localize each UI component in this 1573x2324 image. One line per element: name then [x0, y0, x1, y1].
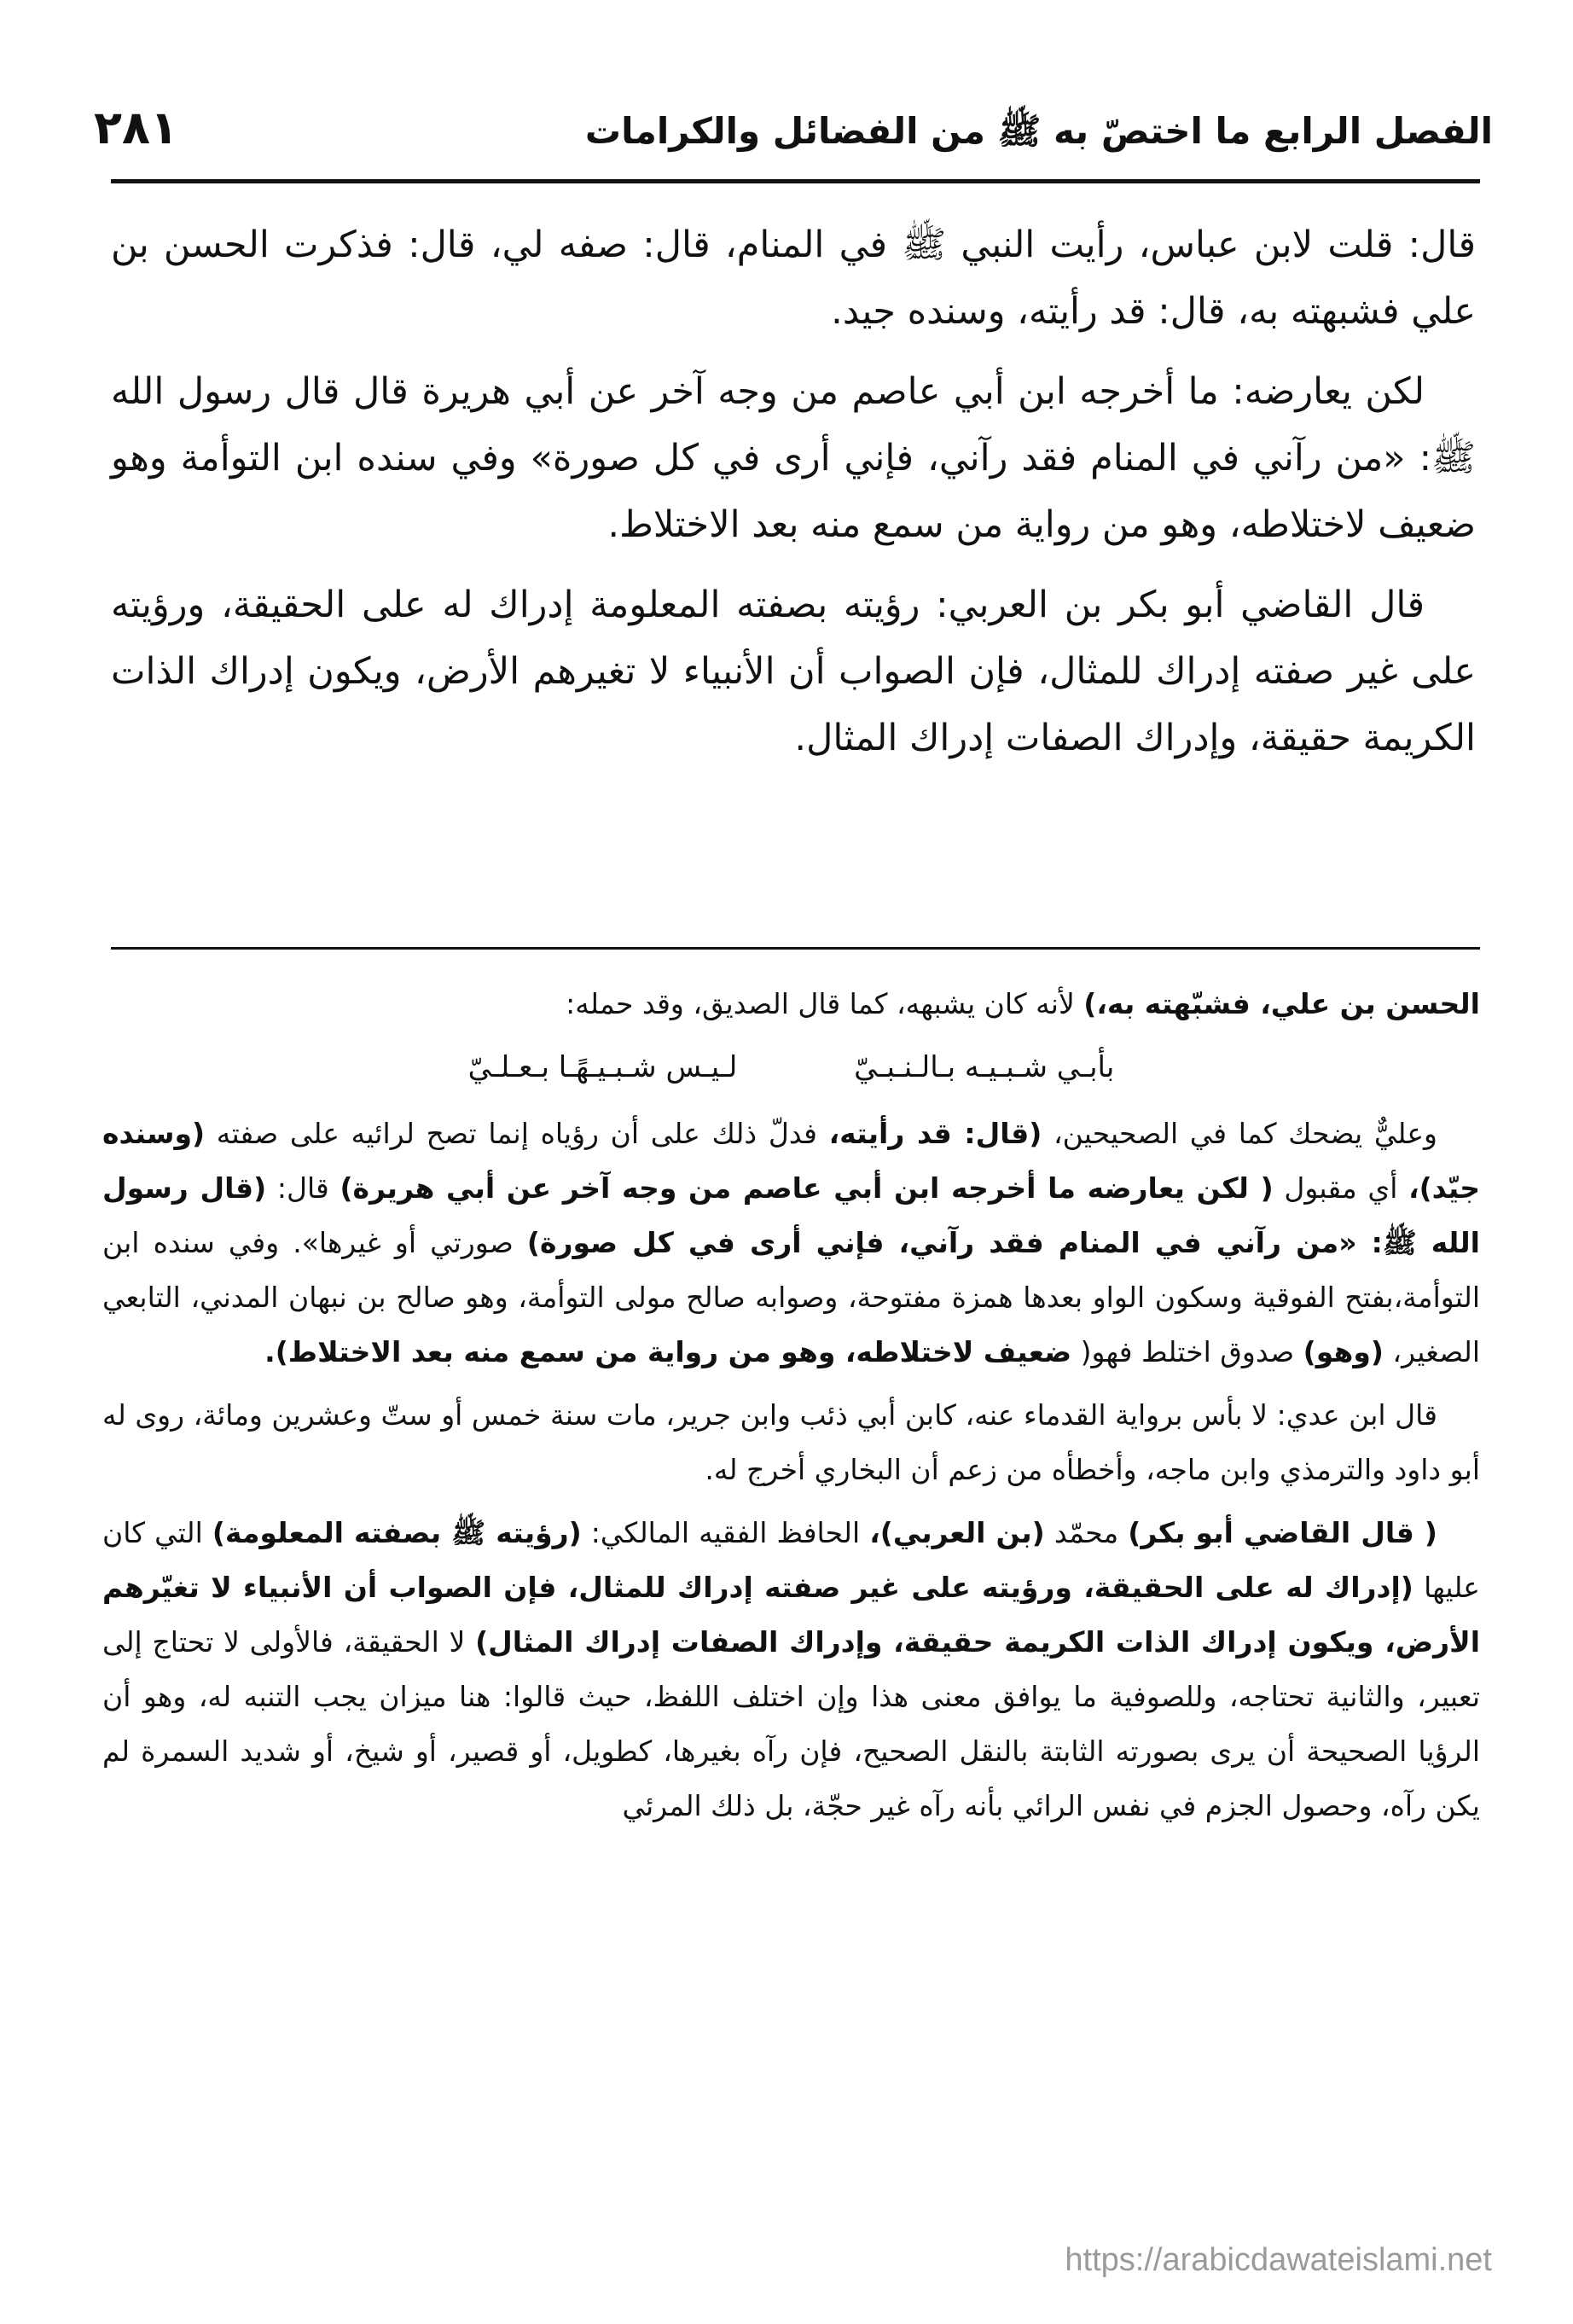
- bold-quote: (إدراك له على الحقيقة، ورؤيته على غير صفته إدراك للمثال، فإن الصواب أن الأنبياء لا تغيّرهم الأرض، ويكون إدراك الذات الكريمة حقيقة، وإدراك الصفات إدراك المثال): [102, 1571, 1481, 1659]
- page-number: ٢٨١: [94, 101, 178, 154]
- bold-quote: (رؤيته ﷺ بصفته المعلومة): [212, 1516, 582, 1549]
- commentary-paragraph-2: [102, 1107, 1480, 1380]
- commentary-text: أي مقبول: [1273, 1171, 1409, 1205]
- main-paragraph-3: قال القاضي أبو بكر بن العربي: رؤيته بصفته المعلومة إدراك له على الحقيقة، ورؤيته على غير صفته إدراك للمثال، فإن الصواب أن الأنبياء لا تغيرهم الأرض، ويكون إدراك الذات الكريمة حقيقة، وإدراك الصفات إدراك المثال.: [111, 584, 1476, 759]
- commentary-text: الحافظ الفقيه المالكي:: [581, 1516, 870, 1549]
- footnote-rule: [111, 947, 1480, 950]
- bold-quote: الحسن بن علي، فشبّهته به،): [1083, 987, 1480, 1020]
- commentary-paragraph-3: قال ابن عدي: لا بأس برواية القدماء عنه، كابن أبي ذئب وابن جرير، مات سنة خمس أو ستّ وعشرين ومائة، روى له أبو داود والترمذي وابن ماجه، وأخطأه من زعم أن البخاري أخرج له.: [102, 1398, 1480, 1486]
- commentary-text: محمّد: [1044, 1516, 1129, 1549]
- commentary-text: التي كان عليها: [102, 1516, 1480, 1604]
- watermark-url: https://arabicdawateislami.net: [1065, 2242, 1492, 2278]
- commentary-text: صورتي أو غيرها». وفي سنده ابن التوأمة،بفتح الفوقية وسكون الواو بعدها همزة مفتوحة، وصوابه صالح مولى التوأمة، وهو صالح بن نبهان المدني، التابعي الصغير،: [102, 1226, 1480, 1368]
- bold-quote: (بن العربي)،: [869, 1516, 1045, 1549]
- bold-quote: (قال رسول الله ﷺ: «من رآني في المنام فقد رآني، فإني أرى في كل صورة): [102, 1171, 1480, 1259]
- verse-first-half: بأبـي شـبـيـه بـالـنـبـيّ: [854, 1050, 1115, 1084]
- bold-quote: ( لكن يعارضه ما أخرجه ابن أبي عاصم من وجه آخر عن أبي هريرة): [340, 1171, 1274, 1205]
- commentary-paragraph-1: [102, 977, 1480, 1031]
- bold-quote: ضعيف لاختلاطه، وهو من رواية من سمع منه بعد الاختلاط).: [264, 1335, 1072, 1368]
- commentary-text: لا الحقيقة، فالأولى لا تحتاج إلى تعبير، والثانية تحتاجه، وللصوفية ما يوافق معنى هذا وإن اختلف اللفظ، حيث قالوا: هنا ميزان يجب التنبه له، وهو أن الرؤيا الصحيحة أن يرى بصورته الثابتة بالنقل الصحيح، فإن رآه بغيرها، كطويل، أو قصير، أو شيخ، أو شديد السمرة لم يكن رآه، وحصول الجزم في نفس الرائي بأنه رآه غير حجّة، بل ذلك المرئي: [102, 1625, 1480, 1822]
- running-title: الفصل الرابع ما اختصّ به ﷺ من الفضائل والكرامات: [584, 110, 1493, 152]
- commentary-text: قال:: [266, 1171, 340, 1205]
- bold-quote: (وهو): [1303, 1335, 1384, 1368]
- bold-quote: ( قال القاضي أبو بكر): [1128, 1516, 1438, 1549]
- main-paragraph-1: قال: قلت لابن عباس، رأيت النبي ﷺ في المنام، قال: صفه لي، قال: فذكرت الحسن بن علي فشبهته به، قال: قد رأيته، وسنده جيد.: [111, 224, 1476, 333]
- poetry-verse: [102, 1040, 1480, 1095]
- verse-second-half: لـيـس شـبـيـهًـا بـعـلـيّ: [467, 1050, 738, 1084]
- main-text: [111, 212, 1476, 785]
- commentary-text: وعليٌّ يضحك كما في الصحيحين،: [1042, 1117, 1437, 1150]
- page-header: [94, 101, 1493, 177]
- bold-quote: (قال: قد رأيته،: [828, 1117, 1042, 1150]
- header-rule: [111, 179, 1480, 183]
- commentary-text: صدوق اختلط فهو(: [1071, 1335, 1303, 1368]
- main-paragraph-2: لكن يعارضه: ما أخرجه ابن أبي عاصم من وجه آخر عن أبي هريرة قال قال رسول الله ﷺ: «من رآني في المنام فقد رآني، فإني أرى في كل صورة» وفي سنده ابن التوأمة وهو ضعيف لاختلاطه، وهو من رواية من سمع منه بعد الاختلاط.: [111, 370, 1476, 546]
- commentary: [102, 977, 1480, 1842]
- commentary-text: فدلّ ذلك على أن رؤياه إنما تصح لرائيه على صفته: [205, 1117, 829, 1150]
- commentary-paragraph-4: [102, 1506, 1480, 1833]
- bold-quote: (وسنده جيّد)،: [102, 1117, 1480, 1205]
- commentary-text: لأنه كان يشبهه، كما قال الصديق، وقد حمله:: [566, 987, 1084, 1020]
